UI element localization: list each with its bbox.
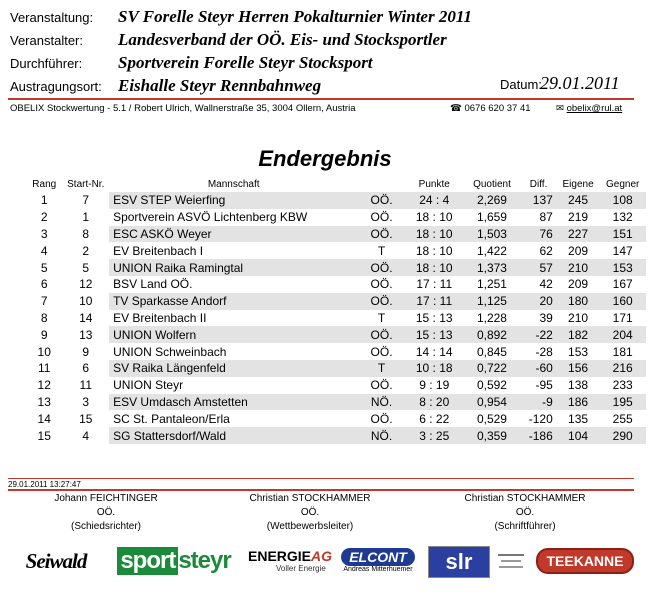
mail-icon: ✉ [556, 103, 564, 114]
cell-diff: 137 [520, 192, 556, 209]
cell-land: OÖ. [370, 210, 393, 225]
org-info: OBELIX Stockwertung - 5.1 / Robert Ulrich, Wallnerstraße 35, 3004 Ollern, Austria [10, 103, 356, 114]
cell-gegner: 160 [599, 293, 646, 310]
cell-team: UNION Schweinbach [113, 344, 227, 359]
cell-land: OÖ. [370, 277, 393, 292]
cell-quotient: 1,422 [476, 243, 507, 258]
cell-diff: -28 [535, 344, 553, 359]
seiwald-logo: Seiwald [25, 548, 87, 573]
table-row [26, 242, 646, 259]
cell-start: 11 [79, 378, 92, 393]
signature-land: OÖ. [300, 507, 320, 518]
cell-quotient: 0,592 [476, 378, 507, 393]
cell-team: ESC ASKÖ Weyer [109, 226, 358, 243]
cell-quotient: 2,269 [464, 192, 521, 209]
cell-land: OÖ. [358, 259, 405, 276]
signature-schriftfuehrer [425, 492, 625, 534]
teekanne-logo [536, 546, 634, 576]
footer-divider [8, 489, 634, 491]
energieag-logo-sub: Voller Energie [276, 564, 326, 573]
label-durchfuehrer: Durchführer: [10, 56, 83, 71]
table-row [26, 394, 646, 411]
cell-land: OÖ. [370, 411, 393, 426]
phone-number: 0676 620 37 41 [464, 103, 531, 114]
table-row [26, 209, 646, 226]
cell-team: UNION Wolfern [109, 326, 358, 343]
cell-gegner: 181 [612, 344, 633, 359]
signature-name: Christian STOCKHAMMER [249, 493, 371, 504]
cell-gegner: 216 [599, 360, 646, 377]
signature-role: (Schiedsrichter) [70, 521, 142, 532]
label-datum: Datum: [500, 77, 542, 92]
signature-land: OÖ. [515, 507, 535, 518]
cell-gegner: 290 [599, 427, 646, 444]
cell-punkte: 24 : 4 [405, 192, 464, 209]
cell-punkte: 17 : 11 [405, 293, 464, 310]
phone-icon: ☎ [450, 103, 462, 114]
cell-team: SG Stattersdorf/Wald [109, 427, 358, 444]
signature-schiedsrichter [6, 492, 206, 534]
cell-eigene: 219 [568, 210, 589, 225]
cell-quotient: 1,228 [476, 310, 507, 325]
cell-gegner: 132 [612, 210, 633, 225]
cell-diff: -22 [520, 326, 556, 343]
cell-eigene: 138 [568, 378, 589, 393]
cell-eigene: 227 [557, 226, 600, 243]
cell-quotient: 0,892 [464, 326, 521, 343]
energieag-logo-text: ENERGIE [248, 548, 312, 564]
sportsteyr-logo-sport: sport [117, 547, 178, 575]
cell-rang: 14 [37, 411, 51, 426]
cell-eigene: 153 [568, 344, 589, 359]
cell-eigene: 209 [568, 243, 589, 258]
cell-eigene: 186 [557, 394, 600, 411]
cell-rang: 11 [38, 361, 51, 376]
cell-start: 6 [82, 361, 90, 376]
cell-start: 10 [79, 294, 93, 309]
cell-gegner: 167 [612, 277, 633, 292]
cell-rang: 12 [37, 378, 51, 393]
elcont-logo-text: ELCONT [341, 548, 415, 566]
table-row [26, 410, 646, 427]
cell-quotient: 1,659 [476, 210, 507, 225]
cell-start: 13 [79, 327, 93, 342]
cell-team: BSV Land OÖ. [113, 277, 193, 292]
sportsteyr-logo-steyr: steyr [178, 547, 231, 574]
cell-quotient: 1,503 [464, 226, 521, 243]
cell-punkte: 14 : 14 [415, 344, 453, 359]
cell-diff: 20 [520, 293, 556, 310]
cell-gegner: 233 [612, 378, 633, 393]
table-row [26, 326, 646, 343]
label-austragungsort: Austragungsort: [10, 79, 102, 94]
cell-punkte: 17 : 11 [416, 277, 453, 292]
cell-rang: 2 [40, 210, 48, 225]
cell-start: 12 [79, 277, 93, 292]
table-row [26, 293, 646, 310]
cell-rang: 10 [37, 344, 51, 359]
cell-quotient: 0,845 [476, 344, 507, 359]
cell-diff: 87 [539, 210, 553, 225]
col-eigene: Eigene [562, 178, 594, 190]
cell-start: 3 [82, 394, 90, 409]
col-start: Start-Nr. [67, 178, 105, 190]
cell-rang: 4 [40, 243, 48, 258]
cell-eigene: 135 [568, 411, 589, 426]
table-row [26, 377, 646, 394]
cell-punkte: 15 : 13 [405, 326, 464, 343]
cell-eigene: 180 [557, 293, 600, 310]
cell-land: NÖ. [358, 394, 405, 411]
cell-team: UNION Raika Ramingtal [109, 259, 358, 276]
cell-quotient: 0,722 [464, 360, 521, 377]
cell-punkte: 18 : 10 [415, 243, 453, 258]
footer-top-line [8, 478, 634, 479]
table-row [26, 427, 646, 444]
cell-diff: 62 [539, 243, 553, 258]
cell-land: NÖ. [358, 427, 405, 444]
signature-name: Christian STOCKHAMMER [464, 493, 586, 504]
cell-quotient: 1,125 [464, 293, 521, 310]
cell-punkte: 10 : 18 [405, 360, 464, 377]
cell-gegner: 151 [599, 226, 646, 243]
signature-name: Johann FEICHTINGER [54, 493, 158, 504]
cell-rang: 13 [37, 394, 51, 409]
cell-team: EV Breitenbach I [113, 243, 204, 258]
col-punkte: Punkte [418, 178, 450, 190]
cell-land: T [377, 243, 386, 258]
energieag-logo-ag: AG [311, 548, 333, 564]
cell-diff: -9 [520, 394, 556, 411]
timestamp: 29.01.2011 13:27:47 [8, 480, 81, 489]
value-austragungsort: Eishalle Steyr Rennbahnweg [118, 76, 322, 95]
cell-start: 7 [82, 193, 90, 208]
cell-start: 15 [79, 411, 93, 426]
col-quotient: Quotient [473, 178, 511, 190]
cell-rang: 9 [40, 327, 48, 342]
cell-diff: -120 [528, 411, 553, 426]
cell-eigene: 210 [557, 259, 600, 276]
cell-punkte: 3 : 25 [405, 427, 464, 444]
label-veranstaltung: Veranstaltung: [10, 10, 94, 25]
table-row [26, 192, 646, 209]
col-gegner: Gegner [605, 178, 640, 190]
cell-rang: 7 [40, 294, 48, 309]
cell-team: UNION Steyr [113, 378, 184, 393]
cell-quotient: 1,251 [476, 277, 507, 292]
page-title: Endergebnis [258, 146, 392, 171]
cell-team: SV Raika Längenfeld [109, 360, 358, 377]
cell-start: 9 [82, 344, 90, 359]
cell-diff: 39 [539, 310, 553, 325]
cell-gegner: 171 [612, 310, 633, 325]
cell-gegner: 108 [599, 192, 646, 209]
slr-logo: slr [428, 546, 490, 578]
cell-team: Sportverein ASVÖ Lichtenberg KBW [113, 210, 308, 225]
cell-gegner: 195 [599, 394, 646, 411]
cell-eigene: 209 [568, 277, 589, 292]
cell-rang: 15 [37, 428, 51, 443]
value-veranstaltung: SV Forelle Steyr Herren Pokalturnier Winter 2011 [118, 7, 472, 26]
signature-role: (Schriftführer) [494, 521, 556, 532]
table-header [26, 176, 646, 192]
signature-wettbewerbsleiter [210, 492, 410, 534]
org-phone [450, 103, 531, 114]
cell-eigene: 210 [568, 310, 589, 325]
cell-quotient: 0,529 [476, 411, 507, 426]
cell-quotient: 0,954 [464, 394, 521, 411]
energieag-logo [248, 546, 334, 576]
cell-punkte: 8 : 20 [405, 394, 464, 411]
cell-rang: 3 [40, 226, 48, 241]
col-rang: Rang [32, 178, 57, 190]
col-land [358, 176, 405, 192]
value-datum: 29.01.2011 [540, 73, 620, 93]
cell-gegner: 147 [612, 243, 633, 258]
cell-team: TV Sparkasse Andorf [109, 293, 358, 310]
cell-land: OÖ. [358, 326, 405, 343]
cell-eigene: 104 [557, 427, 600, 444]
cell-rang: 8 [40, 310, 48, 325]
cell-start: 2 [82, 243, 90, 258]
header-divider [8, 98, 634, 100]
cell-quotient: 1,373 [464, 259, 521, 276]
cell-start: 14 [79, 310, 93, 325]
cell-punkte: 9 : 19 [419, 378, 450, 393]
cell-diff: 57 [520, 259, 556, 276]
cell-start: 4 [82, 428, 90, 443]
cell-land: OÖ. [358, 226, 405, 243]
cell-diff: 42 [539, 277, 553, 292]
sportsteyr-logo [104, 546, 244, 576]
cell-land: T [377, 310, 386, 325]
table-row [26, 360, 646, 377]
small-sponsor-logo [492, 546, 530, 576]
cell-diff: -186 [520, 427, 556, 444]
cell-rang: 1 [40, 193, 48, 208]
cell-punkte: 18 : 10 [405, 259, 464, 276]
cell-quotient: 0,359 [464, 427, 521, 444]
cell-land: OÖ. [358, 192, 405, 209]
cell-gegner: 204 [599, 326, 646, 343]
cell-land: T [358, 360, 405, 377]
cell-punkte: 6 : 22 [419, 411, 450, 426]
table-row [26, 310, 646, 327]
cell-team: ESV STEP Weierfing [109, 192, 358, 209]
table-row [26, 226, 646, 243]
signature-role: (Wettbewerbsleiter) [266, 521, 354, 532]
org-email[interactable] [556, 103, 622, 114]
cell-rang: 6 [40, 277, 48, 292]
cell-punkte: 18 : 10 [415, 210, 453, 225]
cell-eigene: 156 [557, 360, 600, 377]
teekanne-logo-text: TEEKANNE [536, 548, 633, 574]
cell-team: EV Breitenbach II [113, 310, 207, 325]
cell-punkte: 15 : 13 [415, 310, 453, 325]
cell-eigene: 182 [557, 326, 600, 343]
cell-land: OÖ. [370, 378, 393, 393]
results-table [26, 176, 646, 444]
signature-land: OÖ. [96, 507, 116, 518]
cell-diff: 76 [520, 226, 556, 243]
cell-diff: -60 [520, 360, 556, 377]
cell-punkte: 18 : 10 [405, 226, 464, 243]
elcont-logo [337, 546, 419, 576]
value-veranstalter: Landesverband der OÖ. Eis- und Stocksportler [118, 30, 447, 49]
cell-diff: -95 [535, 378, 553, 393]
cell-gegner: 255 [612, 411, 633, 426]
table-row [26, 343, 646, 360]
cell-land: OÖ. [370, 344, 393, 359]
cell-land: OÖ. [358, 293, 405, 310]
table-row [26, 259, 646, 276]
col-diff: Diff. [529, 178, 548, 190]
cell-start: 5 [82, 260, 90, 275]
cell-rang: 5 [40, 260, 48, 275]
col-team: Mannschaft [207, 178, 260, 190]
cell-gegner: 153 [599, 259, 646, 276]
cell-team: ESV Umdasch Amstetten [109, 394, 358, 411]
cell-start: 8 [82, 226, 90, 241]
label-veranstalter: Veranstalter: [10, 33, 83, 48]
cell-start: 1 [82, 210, 90, 225]
email-link[interactable]: obelix@rul.at [566, 103, 623, 114]
value-durchfuehrer: Sportverein Forelle Steyr Stocksport [118, 53, 373, 72]
cell-team: SC St. Pantaleon/Erla [113, 411, 230, 426]
cell-eigene: 245 [557, 192, 600, 209]
elcont-logo-sub: Andreas Mitterhuemer [343, 566, 413, 573]
table-row [26, 276, 646, 293]
